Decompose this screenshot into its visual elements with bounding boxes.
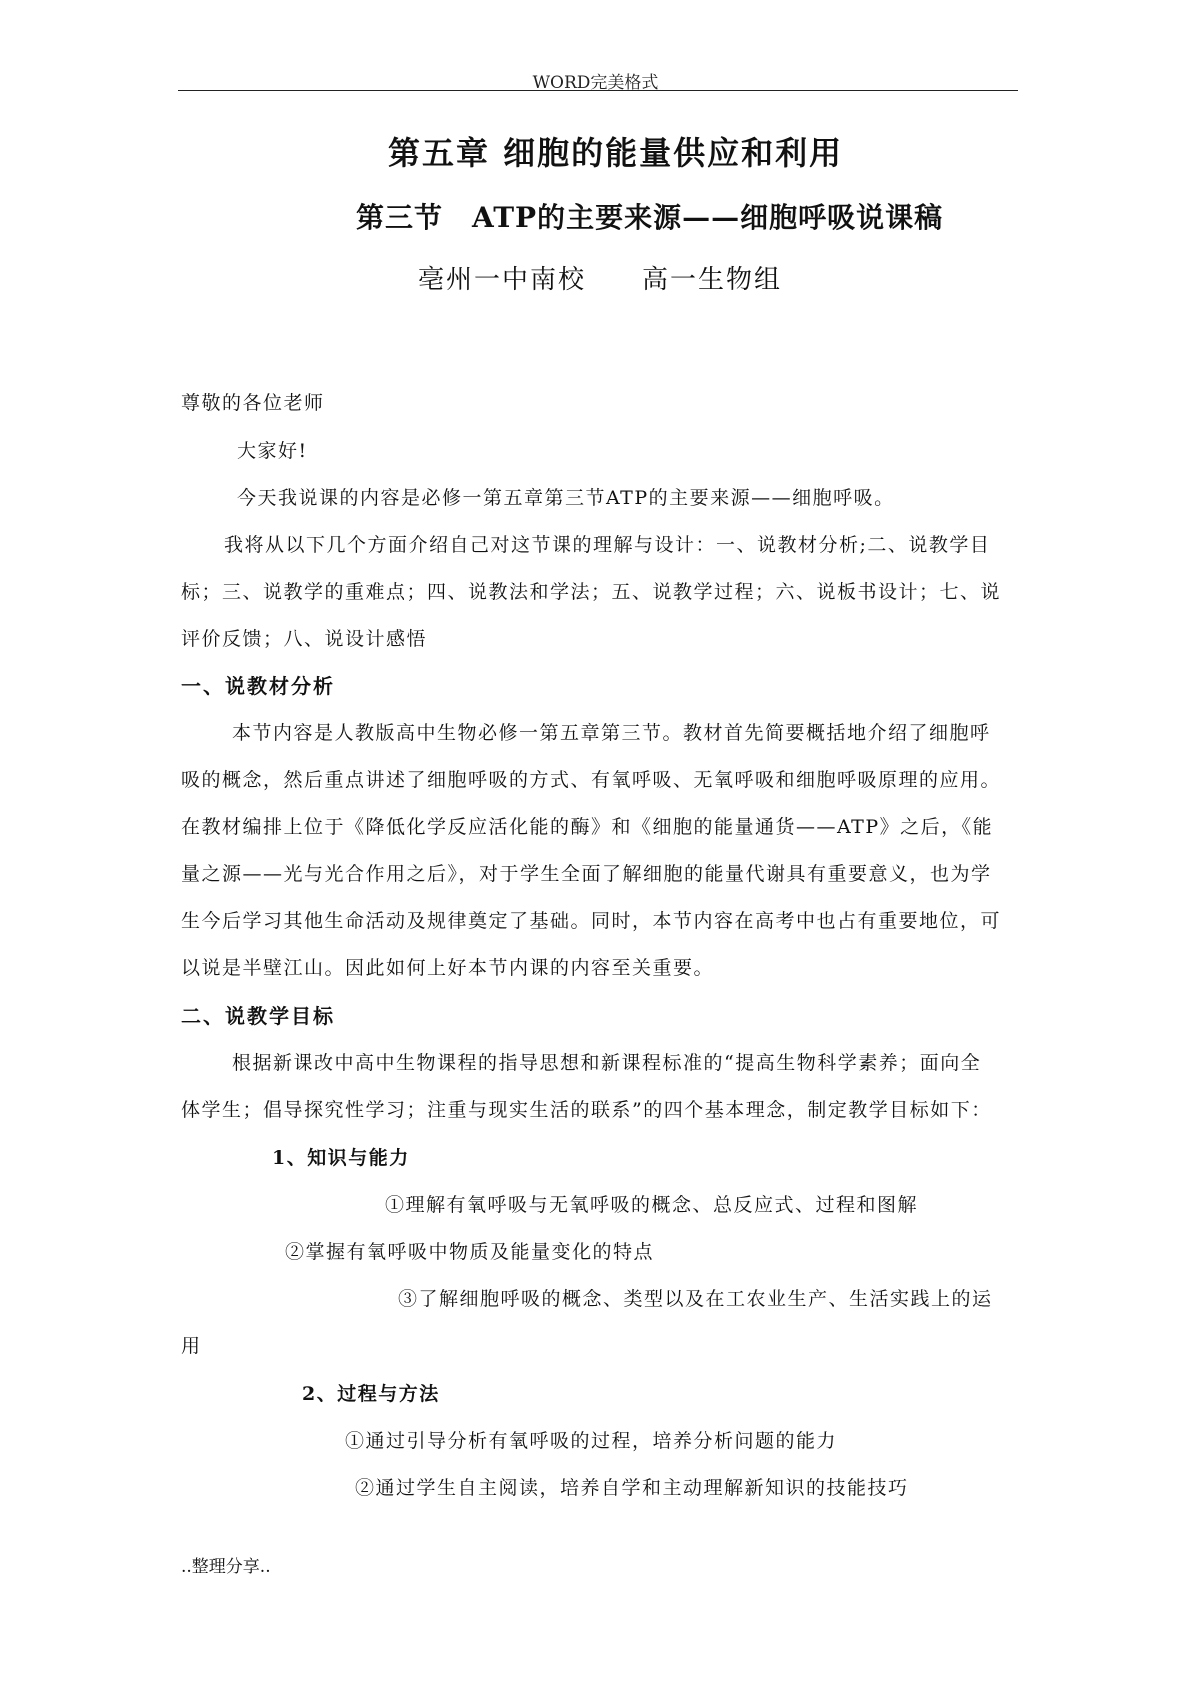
objective-item: ①理解有氧呼吸与无氧呼吸的概念、总反应式、过程和图解 <box>385 1194 919 1216</box>
paragraph-line: 以说是半壁江山。因此如何上好本节内课的内容至关重要。 <box>181 957 715 979</box>
header-rule <box>178 90 1018 91</box>
objective-item: ②通过学生自主阅读，培养自学和主动理解新知识的技能技巧 <box>355 1477 909 1499</box>
section-title: 第三节 ATP的主要来源——细胞呼吸说课稿 <box>356 201 944 234</box>
paragraph-line: 吸的概念，然后重点讲述了细胞呼吸的方式、有氧呼吸、无氧呼吸和细胞呼吸原理的应用。 <box>181 769 1002 791</box>
section-heading-2: 二、说教学目标 <box>181 1004 335 1028</box>
author-school: 亳州一中南校 <box>418 265 587 295</box>
intro-line-1: 今天我说课的内容是必修一第五章第三节ATP的主要来源——细胞呼吸。 <box>237 487 895 509</box>
intro-line-2: 我将从以下几个方面介绍自己对这节课的理解与设计：一、说教材分析;二、说教学目 <box>224 534 991 556</box>
paragraph-line: 本节内容是人教版高中生物必修一第五章第三节。教材首先简要概括地介绍了细胞呼 <box>232 722 991 744</box>
paragraph-line: 生今后学习其他生命活动及规律奠定了基础。同时，本节内容在高考中也占有重要地位，可 <box>181 910 1002 932</box>
subheading-process: 2、过程与方法 <box>302 1383 440 1405</box>
paragraph-line: 在教材编排上位于《降低化学反应活化能的酶》和《细胞的能量通货——ATP》之后，《能 <box>181 816 994 838</box>
chapter-title: 第五章 细胞的能量供应和利用 <box>388 134 844 172</box>
subheading-knowledge: 1、知识与能力 <box>272 1147 410 1169</box>
objective-item: ①通过引导分析有氧呼吸的过程，培养分析问题的能力 <box>345 1430 838 1452</box>
objective-item: ③了解细胞呼吸的概念、类型以及在工农业生产、生活实践上的运 <box>398 1288 993 1310</box>
author-group: 高一生物组 <box>642 265 783 295</box>
salutation: 尊敬的各位老师 <box>181 392 325 414</box>
intro-line-3: 标；三、说教学的重难点；四、说教法和学法；五、说教学过程；六、说板书设计；七、说 <box>181 581 1002 603</box>
objective-item-wrap: 用 <box>181 1335 202 1357</box>
paragraph-line: 量之源——光与光合作用之后》，对于学生全面了解细胞的能量代谢具有重要意义，也为学 <box>181 863 992 885</box>
intro-line-4: 评价反馈；八、说设计感悟 <box>181 628 428 650</box>
objective-item: ②掌握有氧呼吸中物质及能量变化的特点 <box>285 1241 655 1263</box>
page-footer: ..整理分享.. <box>181 1557 271 1577</box>
paragraph-line: 根据新课改中高中生物课程的指导思想和新课程标准的“提高生物科学素养；面向全 <box>232 1052 982 1074</box>
greeting-hello: 大家好! <box>237 440 308 462</box>
paragraph-line: 体学生；倡导探究性学习；注重与现实生活的联系”的四个基本理念，制定教学目标如下： <box>181 1099 992 1121</box>
page-header: WORD完美格式 <box>532 73 659 93</box>
section-heading-1: 一、说教材分析 <box>181 674 335 698</box>
